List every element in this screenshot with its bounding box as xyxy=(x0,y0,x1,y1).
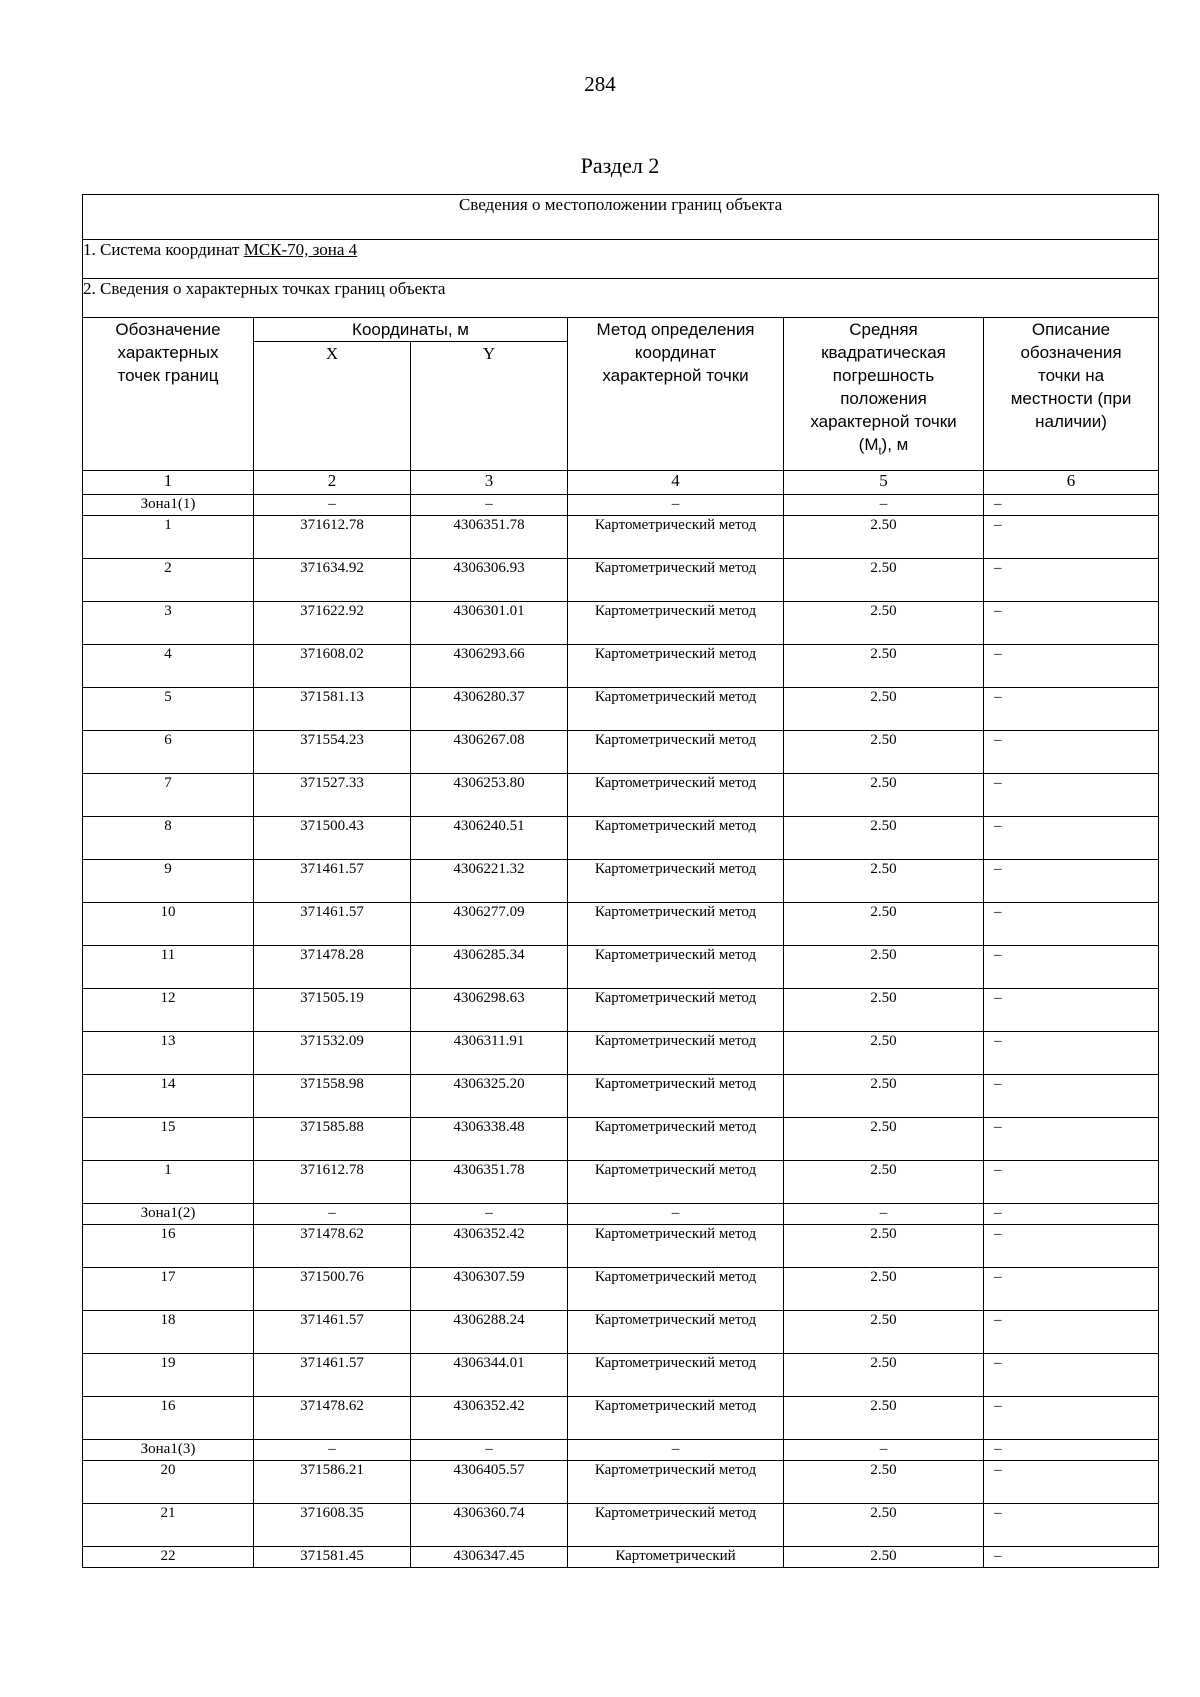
description: – xyxy=(984,559,1159,602)
coord-x: 371478.62 xyxy=(254,1397,411,1440)
coord-y: 4306338.48 xyxy=(411,1118,568,1161)
method: – xyxy=(568,1440,784,1461)
coord-x: 371461.57 xyxy=(254,1354,411,1397)
coord-x: 371581.45 xyxy=(254,1547,411,1568)
table-row xyxy=(83,1547,1159,1568)
error: 2.50 xyxy=(784,774,984,817)
table-row xyxy=(83,602,1159,645)
coord-y: 4306344.01 xyxy=(411,1354,568,1397)
error: 2.50 xyxy=(784,1547,984,1568)
description: – xyxy=(984,903,1159,946)
table-row xyxy=(83,1161,1159,1204)
table-row xyxy=(83,688,1159,731)
error: 2.50 xyxy=(784,1461,984,1504)
column-number: 6 xyxy=(984,471,1159,495)
method: Картометрический метод xyxy=(568,1397,784,1440)
coord-y: 4306360.74 xyxy=(411,1504,568,1547)
boundary-points-table xyxy=(82,194,1159,1568)
description: – xyxy=(984,1397,1159,1440)
point-designation: 1 xyxy=(83,516,254,559)
point-designation: 3 xyxy=(83,602,254,645)
coord-y: 4306301.01 xyxy=(411,602,568,645)
point-designation: 6 xyxy=(83,731,254,774)
table-row xyxy=(83,946,1159,989)
description: – xyxy=(984,1204,1159,1225)
description: – xyxy=(984,645,1159,688)
error: – xyxy=(784,495,984,516)
description: – xyxy=(984,1118,1159,1161)
coord-y: 4306277.09 xyxy=(411,903,568,946)
coord-x: 371527.33 xyxy=(254,774,411,817)
coord-x: 371634.92 xyxy=(254,559,411,602)
description: – xyxy=(984,731,1159,774)
table-row xyxy=(83,1268,1159,1311)
description: – xyxy=(984,860,1159,903)
table-row xyxy=(83,1354,1159,1397)
coord-x: 371608.02 xyxy=(254,645,411,688)
zone-row xyxy=(83,495,1159,516)
point-designation: 10 xyxy=(83,903,254,946)
table-row xyxy=(83,1504,1159,1547)
column-number: 1 xyxy=(83,471,254,495)
method: Картометрический метод xyxy=(568,1118,784,1161)
table-title: Сведения о местоположении границ объекта xyxy=(83,195,1159,240)
table-row xyxy=(83,903,1159,946)
coord-y: 4306240.51 xyxy=(411,817,568,860)
description: – xyxy=(984,1311,1159,1354)
error: 2.50 xyxy=(784,731,984,774)
table-row xyxy=(83,989,1159,1032)
error: 2.50 xyxy=(784,989,984,1032)
section-title: Раздел 2 xyxy=(580,153,660,178)
coord-x: 371585.88 xyxy=(254,1118,411,1161)
zone-row xyxy=(83,1440,1159,1461)
description: – xyxy=(984,1161,1159,1204)
table-row xyxy=(83,817,1159,860)
coordinate-system-label: 1. Система координат xyxy=(83,240,244,259)
table-row xyxy=(83,1032,1159,1075)
coord-x: 371500.76 xyxy=(254,1268,411,1311)
description: – xyxy=(984,688,1159,731)
method: Картометрический метод xyxy=(568,860,784,903)
point-designation: 12 xyxy=(83,989,254,1032)
method: Картометрический метод xyxy=(568,688,784,731)
method: Картометрический метод xyxy=(568,1268,784,1311)
point-designation: 15 xyxy=(83,1118,254,1161)
coord-y: 4306405.57 xyxy=(411,1461,568,1504)
column-number: 3 xyxy=(411,471,568,495)
method: Картометрический метод xyxy=(568,989,784,1032)
coord-y: 4306351.78 xyxy=(411,516,568,559)
method: Картометрический метод xyxy=(568,1311,784,1354)
points-heading: 2. Сведения о характерных точках границ объекта xyxy=(83,279,1159,318)
column-number: 2 xyxy=(254,471,411,495)
point-designation: 17 xyxy=(83,1268,254,1311)
point-designation: 18 xyxy=(83,1311,254,1354)
method: Картометрический метод xyxy=(568,731,784,774)
coord-x: 371586.21 xyxy=(254,1461,411,1504)
header-x: X xyxy=(254,342,411,471)
point-designation: 13 xyxy=(83,1032,254,1075)
zone-label: Зона1(3) xyxy=(83,1440,254,1461)
error: 2.50 xyxy=(784,860,984,903)
description: – xyxy=(984,495,1159,516)
point-designation: 1 xyxy=(83,1161,254,1204)
coord-x: 371505.19 xyxy=(254,989,411,1032)
column-number: 4 xyxy=(568,471,784,495)
table-row xyxy=(83,774,1159,817)
page-number: 284 xyxy=(584,72,616,96)
description: – xyxy=(984,1461,1159,1504)
table-row xyxy=(83,1075,1159,1118)
point-designation: 9 xyxy=(83,860,254,903)
description: – xyxy=(984,817,1159,860)
table-row xyxy=(83,645,1159,688)
error: 2.50 xyxy=(784,1118,984,1161)
coord-x: 371478.62 xyxy=(254,1225,411,1268)
error: 2.50 xyxy=(784,1268,984,1311)
coord-y: 4306351.78 xyxy=(411,1161,568,1204)
coord-x: 371622.92 xyxy=(254,602,411,645)
error: 2.50 xyxy=(784,602,984,645)
coord-y: 4306347.45 xyxy=(411,1547,568,1568)
coord-x: 371608.35 xyxy=(254,1504,411,1547)
error: 2.50 xyxy=(784,1032,984,1075)
header-error-text: Средняя квадратическая погрешность положения характерной точки $(M_t)$, м xyxy=(810,320,957,458)
coord-x: 371612.78 xyxy=(254,516,411,559)
point-designation: 19 xyxy=(83,1354,254,1397)
description: – xyxy=(984,1440,1159,1461)
coord-x: 371554.23 xyxy=(254,731,411,774)
table-row xyxy=(83,1225,1159,1268)
method: Картометрический метод xyxy=(568,516,784,559)
coord-y: 4306307.59 xyxy=(411,1268,568,1311)
coord-y: 4306352.42 xyxy=(411,1397,568,1440)
method: Картометрический метод xyxy=(568,1225,784,1268)
point-designation: 22 xyxy=(83,1547,254,1568)
error: 2.50 xyxy=(784,516,984,559)
header-designation-text: Обозначение характерных точек границ xyxy=(115,320,221,385)
point-designation: 5 xyxy=(83,688,254,731)
description: – xyxy=(984,1504,1159,1547)
method: Картометрический метод xyxy=(568,1354,784,1397)
header-description-text: Описание обозначения точки на местности (при наличии) xyxy=(1010,320,1132,431)
coord-x: – xyxy=(254,495,411,516)
point-designation: 11 xyxy=(83,946,254,989)
coord-x: 371500.43 xyxy=(254,817,411,860)
description: – xyxy=(984,946,1159,989)
coord-x: 371612.78 xyxy=(254,1161,411,1204)
coord-y: 4306325.20 xyxy=(411,1075,568,1118)
table-row xyxy=(83,1118,1159,1161)
column-number-row xyxy=(83,471,1159,495)
method: Картометрический метод xyxy=(568,774,784,817)
description: – xyxy=(984,1354,1159,1397)
coord-y: 4306285.34 xyxy=(411,946,568,989)
coord-y: 4306352.42 xyxy=(411,1225,568,1268)
coord-y: 4306253.80 xyxy=(411,774,568,817)
error: 2.50 xyxy=(784,1161,984,1204)
coord-x: 371558.98 xyxy=(254,1075,411,1118)
zone-label: Зона1(1) xyxy=(83,495,254,516)
table-row xyxy=(83,731,1159,774)
description: – xyxy=(984,1268,1159,1311)
error: 2.50 xyxy=(784,1311,984,1354)
method: Картометрический метод xyxy=(568,946,784,989)
coord-x: 371461.57 xyxy=(254,860,411,903)
header-method xyxy=(568,318,784,471)
error: – xyxy=(784,1204,984,1225)
method: Картометрический метод xyxy=(568,1075,784,1118)
description: – xyxy=(984,989,1159,1032)
coord-x: – xyxy=(254,1440,411,1461)
point-designation: 16 xyxy=(83,1397,254,1440)
coord-x: – xyxy=(254,1204,411,1225)
method: Картометрический метод xyxy=(568,817,784,860)
point-designation: 8 xyxy=(83,817,254,860)
method: Картометрический метод xyxy=(568,1461,784,1504)
method: Картометрический xyxy=(568,1547,784,1568)
coord-x: 371461.57 xyxy=(254,903,411,946)
method: Картометрический метод xyxy=(568,602,784,645)
coord-y: 4306267.08 xyxy=(411,731,568,774)
method: Картометрический метод xyxy=(568,559,784,602)
method: Картометрический метод xyxy=(568,645,784,688)
header-method-text: Метод определения координат характерной точки xyxy=(596,320,755,385)
table-row xyxy=(83,860,1159,903)
error: 2.50 xyxy=(784,688,984,731)
coord-y: – xyxy=(411,1204,568,1225)
header-coordinates: Координаты, м xyxy=(254,318,568,342)
coord-y: 4306311.91 xyxy=(411,1032,568,1075)
coord-y: 4306306.93 xyxy=(411,559,568,602)
method: Картометрический метод xyxy=(568,1161,784,1204)
error: 2.50 xyxy=(784,559,984,602)
description: – xyxy=(984,774,1159,817)
header-y: Y xyxy=(411,342,568,471)
coord-y: 4306288.24 xyxy=(411,1311,568,1354)
method: – xyxy=(568,495,784,516)
coord-x: 371532.09 xyxy=(254,1032,411,1075)
error: 2.50 xyxy=(784,946,984,989)
point-designation: 21 xyxy=(83,1504,254,1547)
zone-row xyxy=(83,1204,1159,1225)
coord-y: 4306221.32 xyxy=(411,860,568,903)
table-row xyxy=(83,559,1159,602)
error: – xyxy=(784,1440,984,1461)
description: – xyxy=(984,516,1159,559)
method: Картометрический метод xyxy=(568,1032,784,1075)
point-designation: 16 xyxy=(83,1225,254,1268)
error: 2.50 xyxy=(784,1397,984,1440)
coord-y: – xyxy=(411,495,568,516)
coord-y: – xyxy=(411,1440,568,1461)
error: 2.50 xyxy=(784,817,984,860)
coord-y: 4306298.63 xyxy=(411,989,568,1032)
column-number: 5 xyxy=(784,471,984,495)
table-row xyxy=(83,1461,1159,1504)
header-error xyxy=(784,318,984,471)
point-designation: 20 xyxy=(83,1461,254,1504)
error: 2.50 xyxy=(784,1225,984,1268)
table-row xyxy=(83,1311,1159,1354)
table-row xyxy=(83,1397,1159,1440)
point-designation: 14 xyxy=(83,1075,254,1118)
error: 2.50 xyxy=(784,1354,984,1397)
zone-label: Зона1(2) xyxy=(83,1204,254,1225)
point-designation: 7 xyxy=(83,774,254,817)
method: – xyxy=(568,1204,784,1225)
coord-y: 4306293.66 xyxy=(411,645,568,688)
description: – xyxy=(984,1075,1159,1118)
coord-y: 4306280.37 xyxy=(411,688,568,731)
error: 2.50 xyxy=(784,903,984,946)
method: Картометрический метод xyxy=(568,903,784,946)
error: 2.50 xyxy=(784,645,984,688)
description: – xyxy=(984,1547,1159,1568)
error: 2.50 xyxy=(784,1075,984,1118)
table-row xyxy=(83,516,1159,559)
point-designation: 4 xyxy=(83,645,254,688)
header-description xyxy=(984,318,1159,471)
method: Картометрический метод xyxy=(568,1504,784,1547)
coordinate-system-row xyxy=(83,240,1159,279)
error: 2.50 xyxy=(784,1504,984,1547)
coordinate-system-value: МСК-70, зона 4 xyxy=(243,240,358,259)
description: – xyxy=(984,1225,1159,1268)
description: – xyxy=(984,1032,1159,1075)
point-designation: 2 xyxy=(83,559,254,602)
header-designation xyxy=(83,318,254,471)
coord-x: 371478.28 xyxy=(254,946,411,989)
coord-x: 371461.57 xyxy=(254,1311,411,1354)
coord-x: 371581.13 xyxy=(254,688,411,731)
description: – xyxy=(984,602,1159,645)
